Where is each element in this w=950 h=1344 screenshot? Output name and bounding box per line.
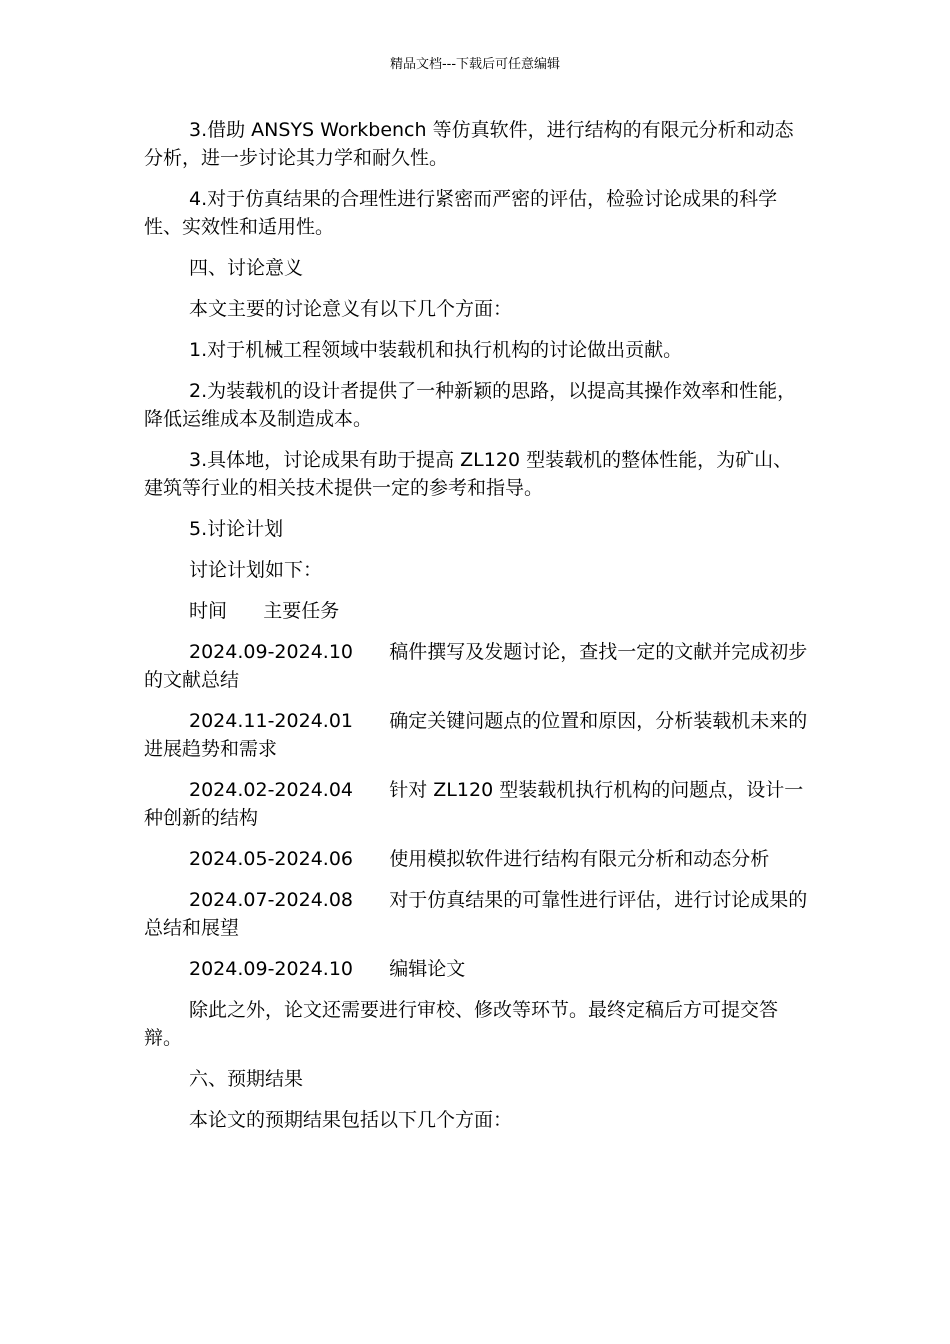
schedule-period: 2024.07-2024.08 bbox=[189, 889, 353, 911]
schedule-row bbox=[144, 707, 808, 763]
section-heading-significance: 四、讨论意义 bbox=[189, 257, 304, 279]
schedule-period: 2024.09-2024.10 bbox=[189, 641, 353, 663]
paragraph-significance-intro: 本文主要的讨论意义有以下几个方面： bbox=[189, 298, 513, 320]
schedule-task: 针对 ZL120 型装载机执行机构的问题点，设计一种创新的结构 bbox=[144, 779, 804, 829]
schedule-task: 确定关键问题点的位置和原因，分析装载机未来的进展趋势和需求 bbox=[144, 710, 808, 760]
page-header: 精品文档---下载后可任意编辑 bbox=[389, 57, 561, 72]
schedule-period: 2024.09-2024.10 bbox=[189, 958, 353, 980]
schedule-task: 使用模拟软件进行结构有限元分析和动态分析 bbox=[389, 848, 770, 870]
schedule-row bbox=[144, 886, 808, 942]
schedule-period: 2024.11-2024.01 bbox=[189, 710, 353, 732]
document-body bbox=[144, 116, 808, 1147]
schedule-period: 2024.02-2024.04 bbox=[189, 779, 353, 801]
schedule-row bbox=[144, 638, 808, 694]
schedule-row bbox=[144, 955, 808, 983]
schedule-period: 2024.05-2024.06 bbox=[189, 848, 353, 870]
paragraph-method-3: 3.借助 ANSYS Workbench 等仿真软件，进行结构的有限元分析和动态分析，进一步讨论其力学和耐久性。 bbox=[144, 119, 794, 169]
schedule-header bbox=[144, 597, 808, 625]
schedule-row bbox=[144, 845, 808, 873]
paragraph-method-4: 4.对于仿真结果的合理性进行紧密而严密的评估，检验讨论成果的科学性、实效性和适用性。 bbox=[144, 188, 778, 238]
paragraph-significance-3: 3.具体地，讨论成果有助于提高 ZL120 型装载机的整体性能，为矿山、建筑等行业的相关技术提供一定的参考和指导。 bbox=[144, 449, 793, 499]
section-heading-plan: 5.讨论计划 bbox=[189, 518, 284, 540]
schedule-row bbox=[144, 776, 808, 832]
paragraph-plan-intro: 讨论计划如下： bbox=[189, 559, 323, 581]
schedule-task: 稿件撰写及发题讨论，查找一定的文献并完成初步的文献总结 bbox=[144, 641, 808, 691]
schedule-task: 对于仿真结果的可靠性进行评估，进行讨论成果的总结和展望 bbox=[144, 889, 808, 939]
schedule-header-time: 时间 bbox=[189, 600, 228, 622]
paragraph-expected-intro: 本论文的预期结果包括以下几个方面： bbox=[189, 1109, 513, 1131]
schedule-task: 编辑论文 bbox=[389, 958, 466, 980]
paragraph-significance-1: 1.对于机械工程领域中装载机和执行机构的讨论做出贡献。 bbox=[189, 339, 683, 361]
paragraph-review: 除此之外，论文还需要进行审校、修改等环节。最终定稿后方可提交答辩。 bbox=[144, 999, 779, 1049]
section-heading-expected-results: 六、预期结果 bbox=[189, 1068, 304, 1090]
schedule-header-task: 主要任务 bbox=[263, 600, 340, 622]
paragraph-significance-2: 2.为装载机的设计者提供了一种新颖的思路，以提高其操作效率和性能，降低运维成本及制造成本。 bbox=[144, 380, 797, 430]
